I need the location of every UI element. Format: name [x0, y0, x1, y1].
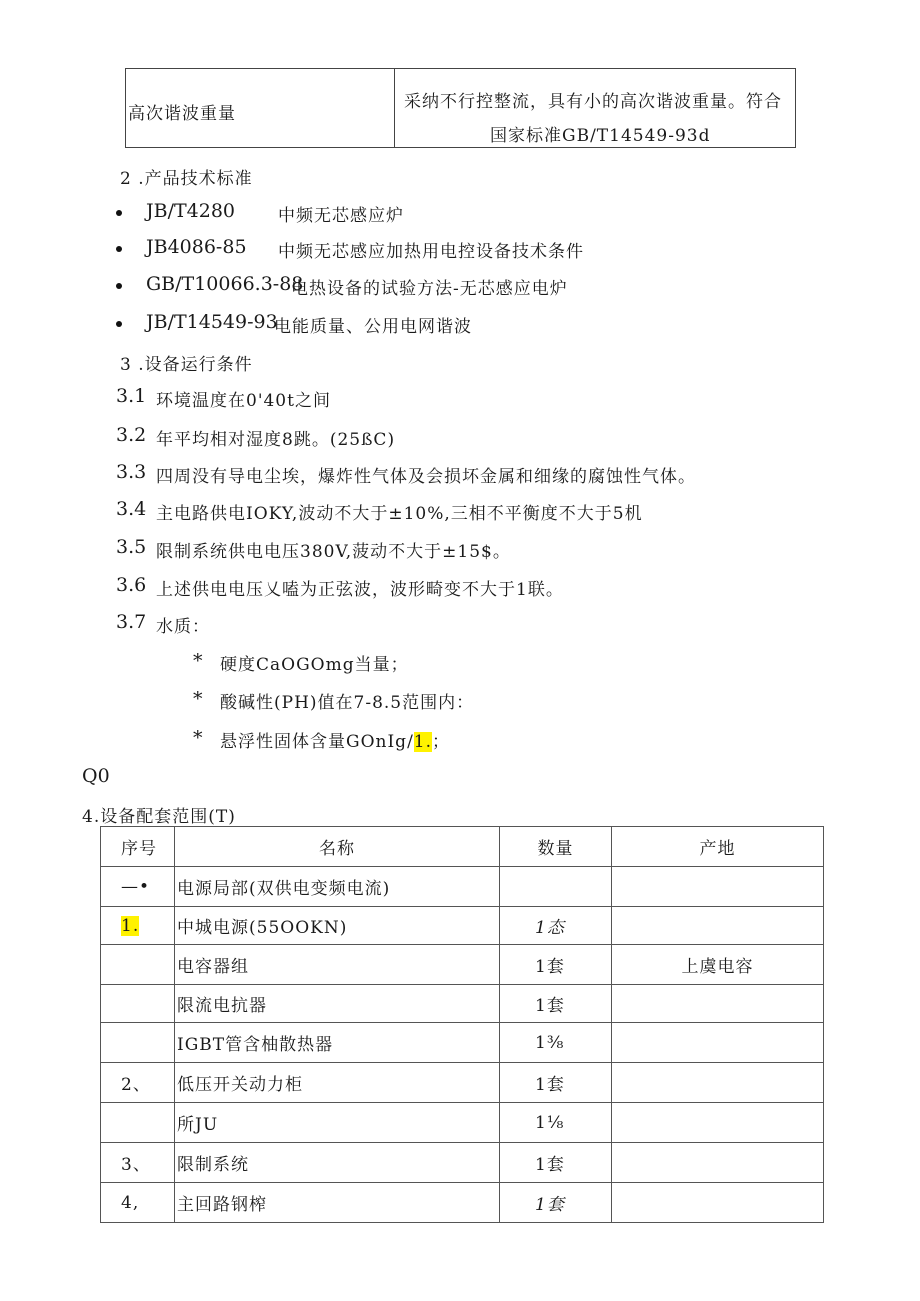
- item-number: 3.4: [116, 498, 147, 520]
- table-row: [101, 1063, 824, 1103]
- row-desc-line2: 国家标准GB/T14549-93d: [490, 126, 711, 146]
- row-name: 电源局部(双供电变频电流): [175, 867, 500, 907]
- section4-heading: 4.设备配套范围(T): [82, 807, 236, 827]
- star-marker: *: [193, 688, 203, 710]
- row-qty: 1套: [500, 945, 612, 985]
- header-cell: 数量: [500, 827, 612, 867]
- row-number: —•: [101, 867, 175, 907]
- item-number: 3.3: [116, 461, 147, 483]
- row-name: IGBT管含柚散热器: [175, 1023, 500, 1063]
- row-name: 低压开关动力柜: [175, 1063, 500, 1103]
- row-qty: [500, 867, 612, 907]
- header-cell: 名称: [175, 827, 500, 867]
- table-header-row: [101, 827, 824, 867]
- row-number: 2、: [101, 1063, 175, 1103]
- row-qty: 1⅜: [500, 1023, 612, 1063]
- water-spec: 酸碱性(PH)值在7-8.5范围内：: [220, 693, 475, 713]
- standard-name: 电能质量、公用电网谐波: [274, 317, 472, 337]
- table-row: [101, 1023, 824, 1063]
- equipment-table: [100, 826, 824, 1223]
- header-cell: 产地: [612, 827, 824, 867]
- row-origin: [612, 907, 824, 945]
- item-text: 上述供电电压乂嗑为正弦波，波形畸变不大于1联。: [156, 580, 564, 600]
- row-qty: 1套: [500, 985, 612, 1023]
- row-origin: [612, 1183, 824, 1223]
- item-number: 3.5: [116, 536, 147, 558]
- section3-heading: 3 .设备运行条件: [120, 355, 253, 375]
- row-name: 中城电源(55OOKN): [175, 907, 500, 945]
- table-row: [101, 985, 824, 1023]
- star-marker: *: [193, 650, 203, 672]
- row-qty: 1⅛: [500, 1103, 612, 1143]
- row-qty: 1套: [500, 1063, 612, 1103]
- row-number: [101, 985, 175, 1023]
- row-number: [101, 1103, 175, 1143]
- row-desc-line1: 采纳不行控整流，具有小的高次谐波重量。符合: [404, 92, 782, 112]
- highlighted-text: 1.: [413, 732, 433, 752]
- item-text: 限制系统供电电压380V,菠动不大于±15$。: [156, 542, 511, 562]
- row-name: 限流电抗器: [175, 985, 500, 1023]
- row-origin: [612, 1103, 824, 1143]
- row-origin: [612, 867, 824, 907]
- row-name: 电容器组: [175, 945, 500, 985]
- table-divider: [394, 69, 395, 147]
- standard-code: GB/T10066.3-88: [146, 273, 304, 295]
- table-row: [101, 867, 824, 907]
- standard-name: 电热设备的试验方法-无芯感应电炉: [291, 279, 568, 299]
- row-label: 高次谐波重量: [128, 104, 236, 124]
- row-number: 3、: [101, 1143, 175, 1183]
- row-origin: [612, 1063, 824, 1103]
- table-row: [101, 945, 824, 985]
- standard-name: 中频无芯感应加热用电控设备技术条件: [278, 242, 584, 262]
- stray-mark: Q0: [82, 765, 110, 787]
- row-qty: 1态: [500, 907, 612, 945]
- row-name: 所JU: [175, 1103, 500, 1143]
- item-number: 3.6: [116, 574, 147, 596]
- item-number: 3.1: [116, 385, 147, 407]
- water-spec-text: 悬浮性固体含量GOnIg/: [220, 732, 414, 752]
- water-spec: [220, 727, 450, 752]
- row-number: [101, 1023, 175, 1063]
- row-qty: 1套: [500, 1183, 612, 1223]
- water-spec-suffix: ；: [432, 732, 451, 752]
- table-row: [101, 907, 824, 945]
- harmonics-table: [125, 68, 796, 148]
- row-origin: 上虞电容: [612, 945, 824, 985]
- row-number-cell: [101, 907, 175, 945]
- bullet-icon: [116, 210, 122, 216]
- row-number: 1.: [121, 915, 140, 936]
- row-origin: [612, 1023, 824, 1063]
- row-number: 4,: [101, 1183, 175, 1223]
- standard-code: JB4086-85: [146, 236, 247, 258]
- header-cell: 序号: [101, 827, 175, 867]
- bullet-icon: [116, 246, 122, 252]
- bullet-icon: [116, 321, 122, 327]
- item-text: 主电路供电IOKY,波动不大于±10%,三相不平衡度不大于5机: [156, 504, 643, 524]
- table-row: [101, 1143, 824, 1183]
- bullet-icon: [116, 283, 122, 289]
- row-name: 限制系统: [175, 1143, 500, 1183]
- water-spec: 硬度CaOGOmg当量；: [220, 655, 409, 675]
- standard-name: 中频无芯感应炉: [278, 206, 404, 226]
- row-origin: [612, 985, 824, 1023]
- star-marker: *: [193, 727, 203, 749]
- item-text: 年平均相对湿度8跳。(25ßC): [156, 430, 396, 450]
- standard-code: JB/T14549-93: [146, 311, 278, 333]
- section2-heading: 2 .产品技术标准: [120, 169, 253, 189]
- row-name: 主回路钢榨: [175, 1183, 500, 1223]
- row-qty: 1套: [500, 1143, 612, 1183]
- item-number: 3.2: [116, 424, 147, 446]
- row-number: [101, 945, 175, 985]
- item-text: 四周没有导电尘埃，爆炸性气体及会损坏金属和细缘的腐蚀性气体。: [156, 467, 696, 487]
- item-text: 水质：: [156, 617, 210, 637]
- row-origin: [612, 1143, 824, 1183]
- table-row: [101, 1103, 824, 1143]
- standard-code: JB/T4280: [146, 200, 236, 222]
- item-number: 3.7: [116, 611, 147, 633]
- table-row: [101, 1183, 824, 1223]
- item-text: 环境温度在0'40t之间: [156, 391, 331, 411]
